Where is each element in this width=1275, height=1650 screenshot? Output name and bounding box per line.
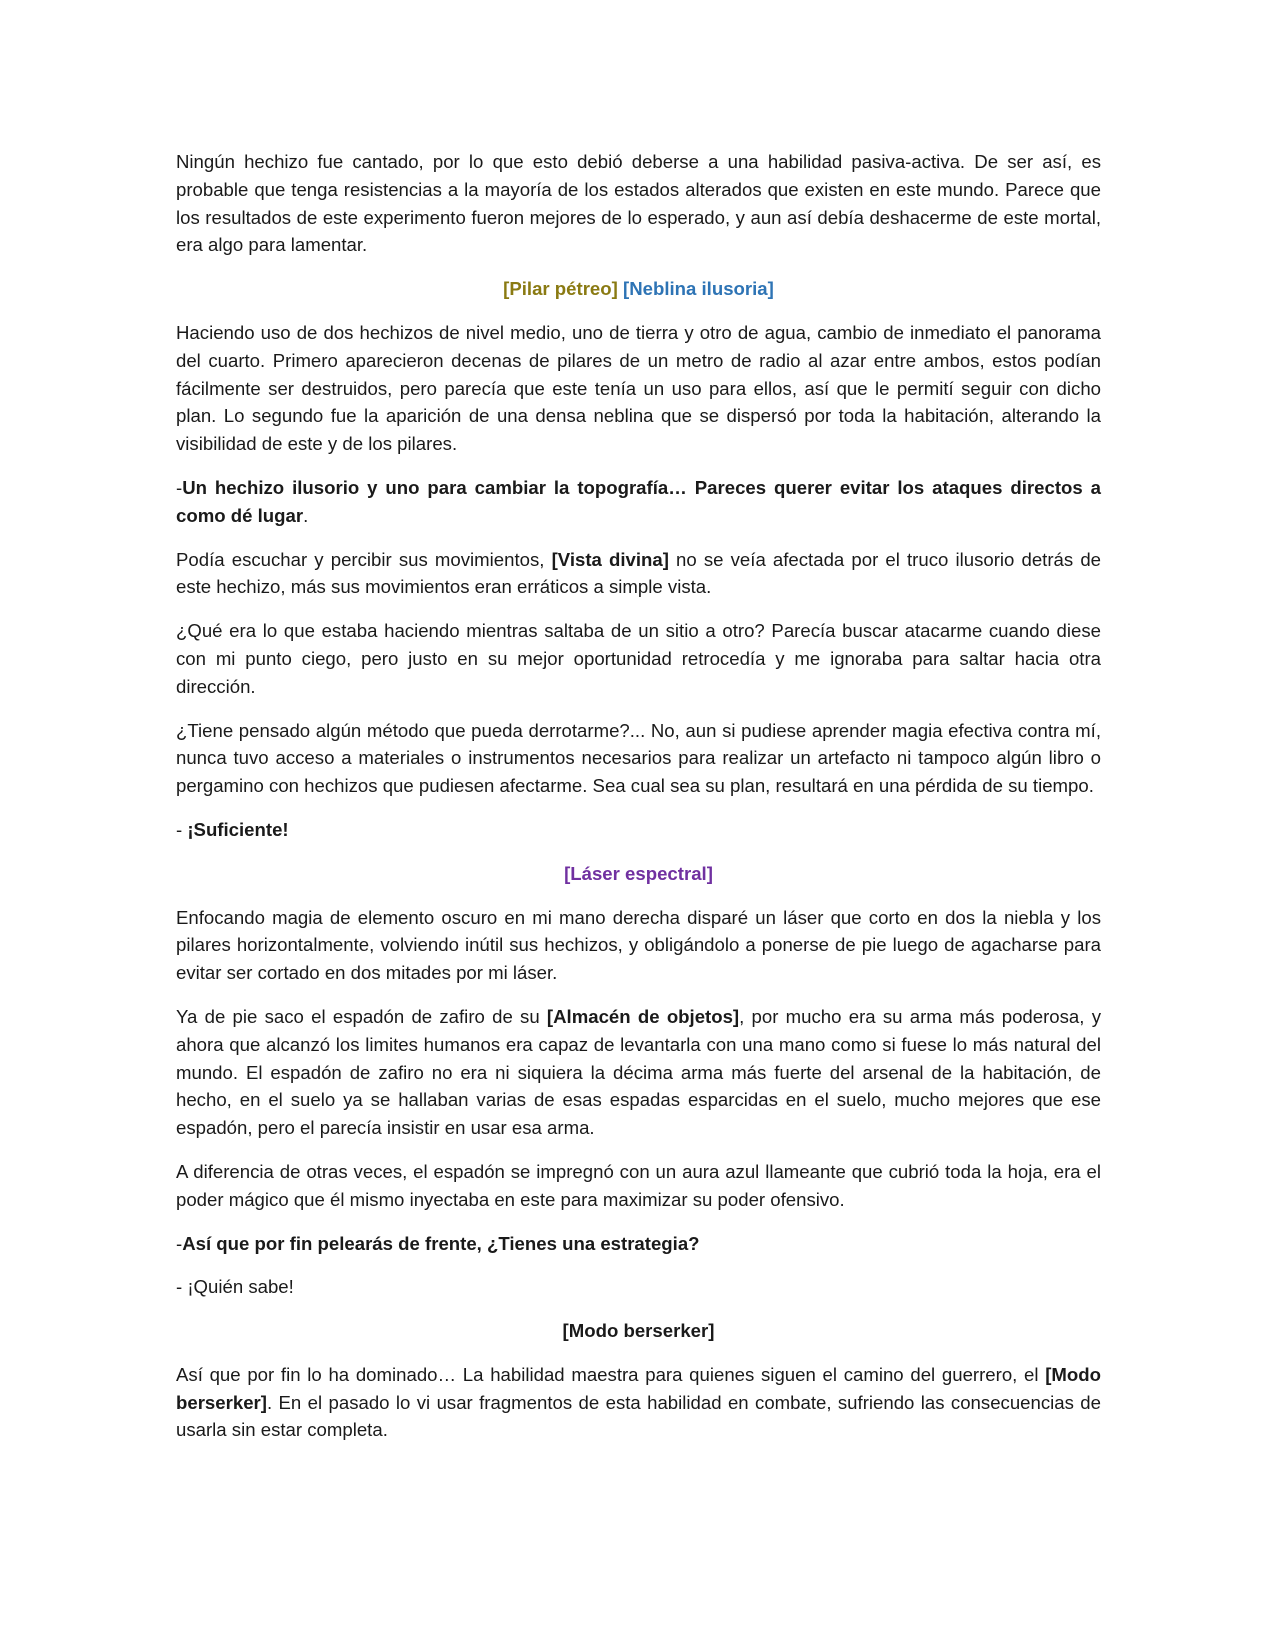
- paragraph: Enfocando magia de elemento oscuro en mi mano derecha disparé un láser que corto en dos la niebla y los pilares horizontalmente, volviendo inútil sus hechizos, y obligándolo a ponerse de pie luego de agacharse para evitar ser cortado en dos mitades por mi láser.: [176, 906, 1101, 984]
- dialogue-text: ¡Suficiente!: [187, 818, 289, 840]
- text: Así que por fin lo ha dominado… La habilidad maestra para quienes siguen el camino del guerrero, el: [176, 1363, 1046, 1385]
- paragraph: ¿Tiene pensado algún método que pueda derrotarme?... No, aun si pudiese aprender magia efectiva contra mí, nunca tuvo acceso a materiales o instrumentos necesarios para realizar un artefacto ni tampoco algún libro o pergamino con hechizos que pudiesen afectarme. Sea cual sea su plan, resultará en una pérdida de su tiempo.: [176, 719, 1101, 797]
- skill-name: [Almacén de objetos]: [546, 1005, 740, 1027]
- text: , por mucho era su arma más poderosa, y ahora que alcanzó los limites humanos era capaz de levantarla con una mano como si fuese lo más natural del mundo. El espadón de zafiro no era ni siquiera la décima arma más fuerte del arsenal de la habitación, de hecho, en el suelo ya se hallaban varias de esas espadas esparcidas en el suelo, mucho mejores que ese espadón, pero el parecía insistir en usar esa arma.: [176, 1005, 1101, 1139]
- dialogue: [176, 1230, 1101, 1258]
- period: .: [303, 504, 309, 526]
- text: . En el pasado lo vi usar fragmentos de esta habilidad en combate, sufriendo las consecuencias de usarla sin estar completa.: [176, 1391, 1101, 1441]
- spell-heading: [176, 275, 1101, 303]
- document-page: [176, 148, 1101, 1460]
- paragraph: Ningún hechizo fue cantado, por lo que esto debió deberse a una habilidad pasiva-activa. De ser así, es probable que tenga resistencias a la mayoría de los estados alterados que existen en este mundo. Parece que los resultados de este experimento fueron mejores de lo esperado, y aun así debía deshacerme de este mortal, era algo para lamentar.: [176, 151, 1101, 256]
- spell-neblina-ilusoria: [Neblina ilusoria]: [623, 278, 774, 300]
- dialogue-text: Así que por fin pelearás de frente, ¿Tienes una estrategia?: [182, 1232, 700, 1254]
- dialogue-text: Un hechizo ilusorio y uno para cambiar la topografía… Pareces querer evitar los ataques directos a como dé lugar: [176, 476, 1101, 526]
- paragraph: [176, 1361, 1101, 1444]
- skill-name: [Vista divina]: [551, 548, 669, 570]
- text: no se veía afectada por el truco ilusorio detrás de este hechizo, más sus movimientos eran erráticos a simple vista.: [176, 548, 1101, 598]
- skill-heading: [Modo berserker]: [562, 1320, 715, 1342]
- spell-laser-espectral: [Láser espectral]: [564, 862, 713, 884]
- dialogue: - ¡Quién sabe!: [176, 1276, 294, 1298]
- spell-pilar-petreo: [Pilar pétreo]: [503, 278, 618, 300]
- dash: -: [176, 1232, 183, 1254]
- dialogue: [176, 816, 1101, 844]
- dash: -: [176, 476, 183, 498]
- text: Ya de pie saco el espadón de zafiro de su: [176, 1005, 547, 1027]
- paragraph: ¿Qué era lo que estaba haciendo mientras saltaba de un sitio a otro? Parecía buscar atacarme cuando diese con mi punto ciego, pero justo en su mejor oportunidad retrocedía y me ignoraba para saltar hacia otra dirección.: [176, 620, 1101, 697]
- dash: -: [176, 818, 188, 840]
- paragraph: A diferencia de otras veces, el espadón se impregnó con un aura azul llameante que cubrió toda la hoja, era el poder mágico que él mismo inyectaba en este para maximizar su poder ofensivo.: [176, 1160, 1101, 1210]
- paragraph: [176, 1003, 1101, 1142]
- skill-name: [Modo berserker]: [176, 1363, 1101, 1413]
- text: Podía escuchar y percibir sus movimientos,: [176, 548, 552, 570]
- dialogue: [176, 474, 1101, 530]
- paragraph: [176, 546, 1101, 602]
- paragraph: Haciendo uso de dos hechizos de nivel medio, uno de tierra y otro de agua, cambio de inmediato el panorama del cuarto. Primero aparecieron decenas de pilares de un metro de radio al azar entre ambos, estos podían fácilmente ser destruidos, pero parecía que este tenía un uso para ellos, así que le permití seguir con dicho plan. Lo segundo fue la aparición de una densa neblina que se dispersó por toda la habitación, alterando la visibilidad de este y de los pilares.: [176, 321, 1101, 455]
